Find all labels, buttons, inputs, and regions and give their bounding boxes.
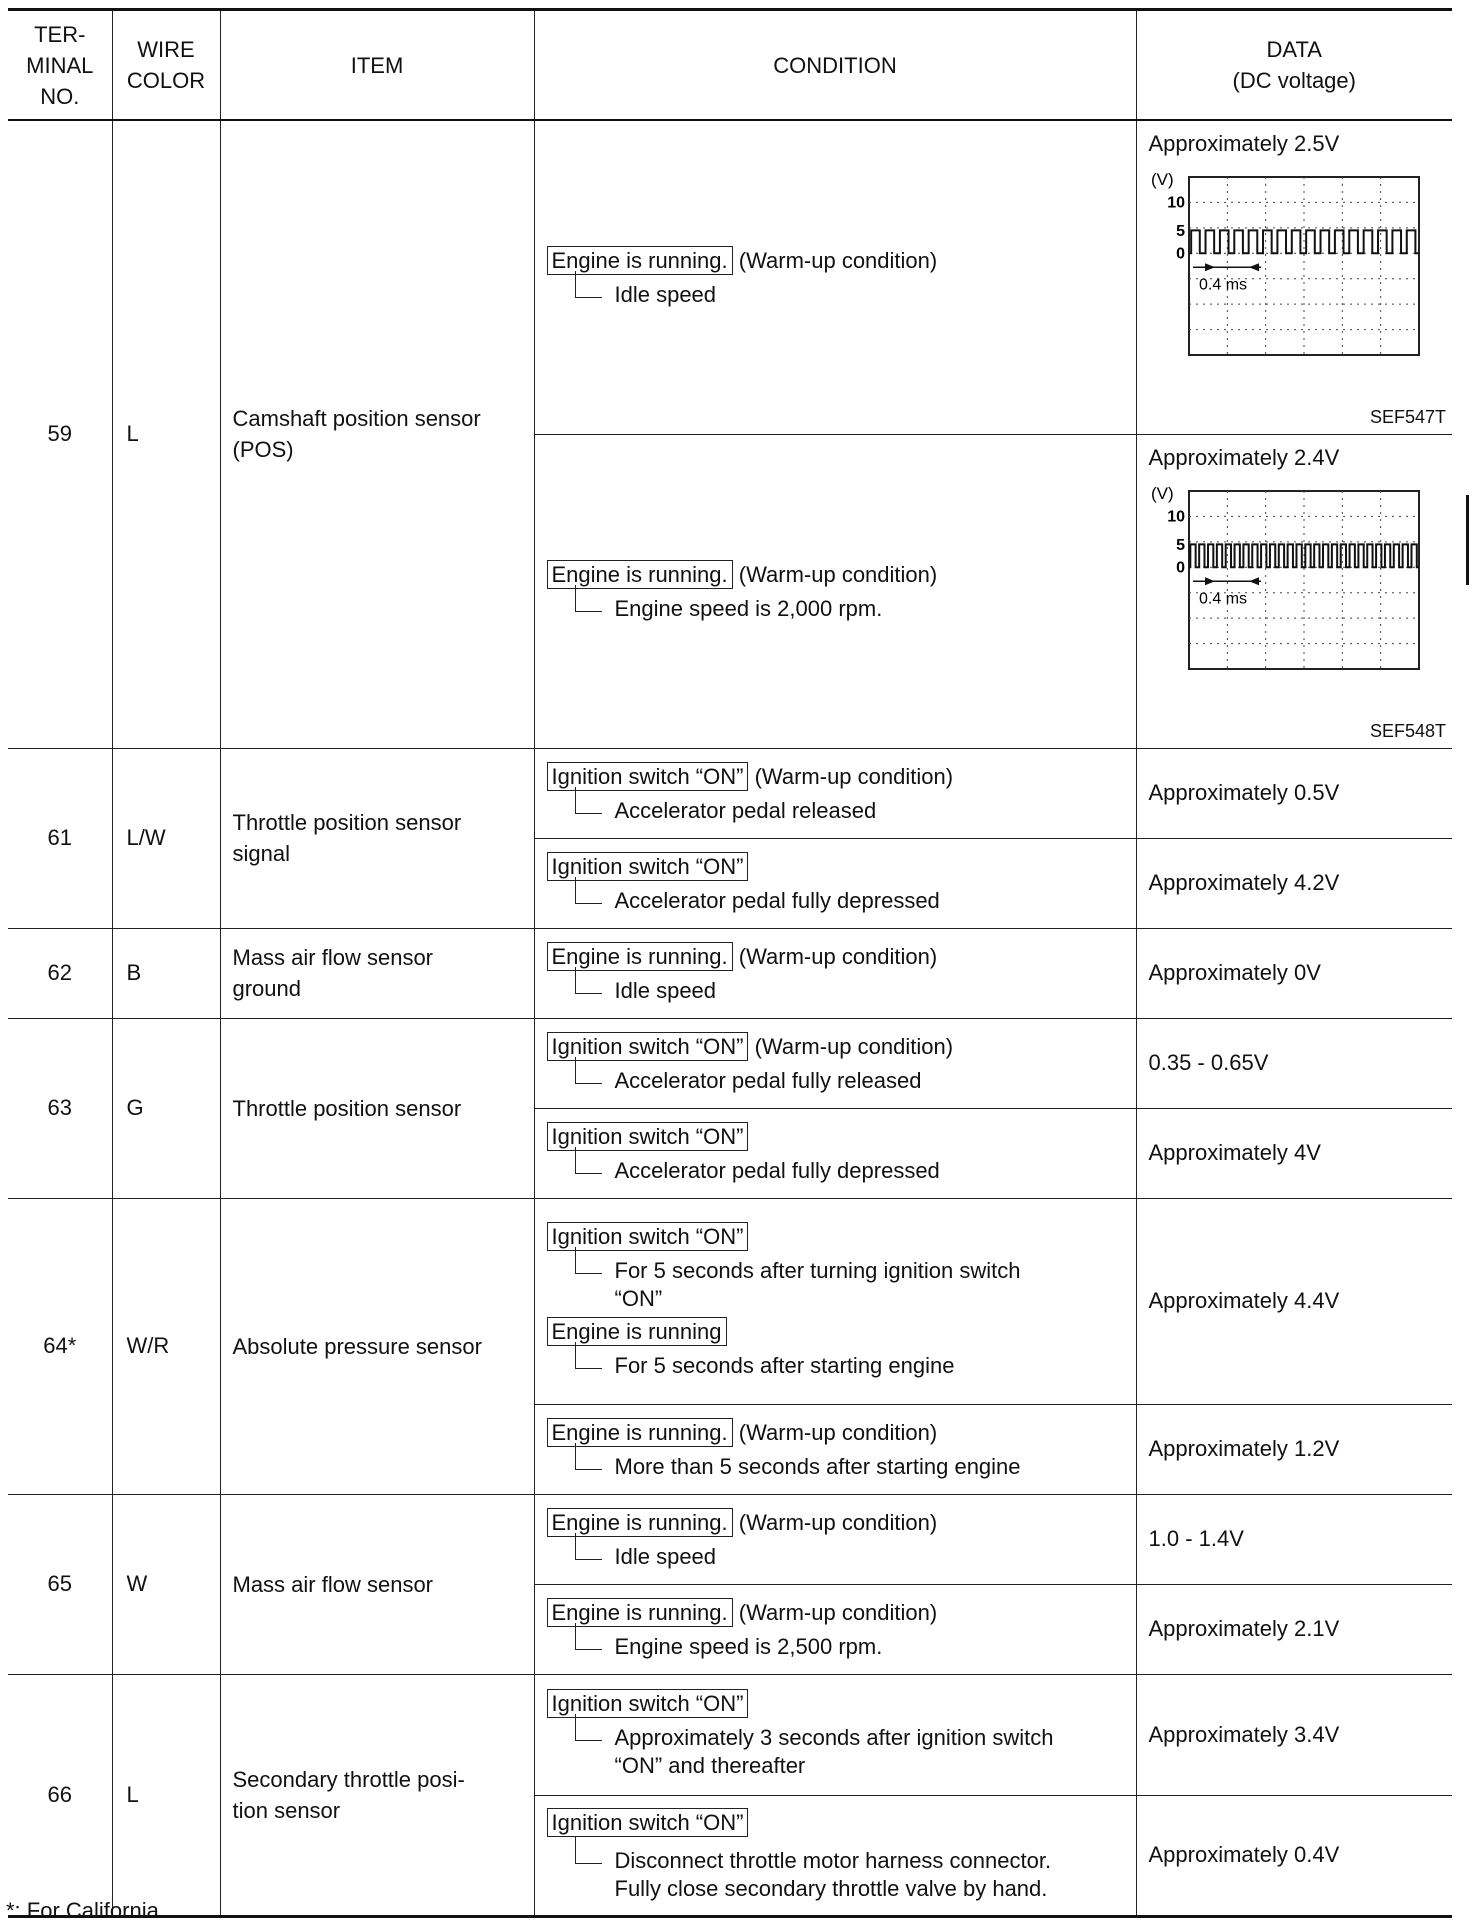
item-name: Absolute pressure sensor (220, 1198, 534, 1494)
switch-box: Ignition switch “ON” (547, 1032, 749, 1061)
sub-condition: Accelerator pedal released (547, 797, 1126, 825)
data-value: Approximately 3.4V (1136, 1674, 1452, 1795)
condition-cell: Engine is running. (Warm-up condition) Idle speed (534, 120, 1136, 434)
wire-color: L (112, 120, 220, 748)
data-value: Approximately 0.5V (1136, 748, 1452, 838)
arrow-head (1205, 577, 1215, 585)
sub-condition: Idle speed (547, 1543, 1126, 1571)
item-name: Mass air flow sensor ground (220, 928, 534, 1018)
switch-box: Ignition switch “ON” (547, 1122, 749, 1151)
time-scale-label: 0.4 ms (1198, 589, 1247, 607)
scope-frame (1189, 177, 1419, 355)
wire-color: G (112, 1018, 220, 1198)
terminal-no: 65 (8, 1494, 112, 1674)
sub-condition: For 5 seconds after turning ignition switch “ON” (547, 1257, 1126, 1313)
terminal-no: 63 (8, 1018, 112, 1198)
table-row (8, 1674, 1452, 1795)
switch-box: Engine is running (547, 1317, 727, 1346)
header-item: ITEM (220, 10, 534, 121)
table-row (8, 1018, 1452, 1108)
condition-cell: Ignition switch “ON” (Warm-up condition) Accelerator pedal released (534, 748, 1136, 838)
data-value: Approximately 4.4V (1136, 1198, 1452, 1404)
data-value: Approximately 4.2V (1136, 838, 1452, 928)
item-name: Camshaft position sensor (POS) (220, 120, 534, 748)
margin-mark (1466, 495, 1469, 585)
header-wire-color: WIRE COLOR (112, 10, 220, 121)
sub-condition: Accelerator pedal fully depressed (547, 887, 1126, 915)
table-row (8, 748, 1452, 838)
oscilloscope-waveform (1149, 479, 1439, 679)
figure-ref: SEF548T (1369, 720, 1446, 741)
sub-condition: Idle speed (547, 977, 1126, 1005)
condition-cell (534, 1795, 1136, 1916)
data-value: 0.35 - 0.65V (1136, 1018, 1452, 1108)
switch-box: Ignition switch “ON” (547, 1222, 749, 1251)
data-cell (1136, 434, 1452, 748)
terminal-no: 59 (8, 120, 112, 748)
wire-color: L/W (112, 748, 220, 928)
data-value: 1.0 - 1.4V (1136, 1494, 1452, 1584)
time-scale-label: 0.4 ms (1198, 276, 1247, 294)
sub-condition: Disconnect throttle motor harness connector. Fully close secondary throttle valve by hand. (547, 1847, 1126, 1903)
sub-condition: For 5 seconds after starting engine (547, 1352, 1126, 1380)
terminal-no: 62 (8, 928, 112, 1018)
switch-box: Ignition switch “ON” (547, 852, 749, 881)
arrow-head (1205, 263, 1215, 271)
sub-condition: Engine speed is 2,500 rpm. (547, 1633, 1126, 1661)
switch-box: Engine is running. (547, 1508, 733, 1537)
y-tick-label: 5 (1175, 222, 1185, 240)
table-row (8, 120, 1452, 434)
switch-box: Engine is running. (547, 1598, 733, 1627)
header-terminal: TER- MINAL NO. (8, 10, 112, 121)
table-row (8, 928, 1452, 1018)
wire-color: B (112, 928, 220, 1018)
condition-cell: Ignition switch “ON” (Warm-up condition) Accelerator pedal fully released (534, 1018, 1136, 1108)
wire-color: W/R (112, 1198, 220, 1494)
condition-cell (534, 1108, 1136, 1198)
y-tick-label: 5 (1175, 536, 1185, 554)
condition-cell (534, 838, 1136, 928)
switch-box: Engine is running. (547, 560, 733, 589)
switch-box: Ignition switch “ON” (547, 762, 749, 791)
switch-box: Engine is running. (547, 246, 733, 275)
switch-box: Engine is running. (547, 942, 733, 971)
condition-cell: Engine is running. (Warm-up condition) Engine speed is 2,000 rpm. (534, 434, 1136, 748)
data-value: Approximately 1.2V (1136, 1404, 1452, 1494)
item-name: Mass air flow sensor (220, 1494, 534, 1674)
data-value: Approximately 2.5V (1148, 131, 1340, 156)
data-value: Approximately 4V (1136, 1108, 1452, 1198)
scope-frame (1189, 491, 1419, 669)
data-cell (1136, 120, 1452, 434)
sub-condition: Engine speed is 2,000 rpm. (547, 595, 1126, 623)
sub-condition: More than 5 seconds after starting engine (547, 1453, 1126, 1481)
y-unit-label: (V) (1150, 170, 1174, 189)
table-row (8, 1494, 1452, 1584)
header-data: DATA (DC voltage) (1136, 10, 1452, 121)
terminal-no: 61 (8, 748, 112, 928)
oscilloscope-waveform (1149, 165, 1439, 365)
switch-box: Ignition switch “ON” (547, 1689, 749, 1718)
condition-cell (534, 1198, 1136, 1404)
data-value: Approximately 2.1V (1136, 1584, 1452, 1674)
y-tick-label: 10 (1166, 507, 1185, 525)
sub-condition: Accelerator pedal fully released (547, 1067, 1126, 1095)
data-value: Approximately 0V (1136, 928, 1452, 1018)
arrow-head (1249, 263, 1259, 271)
sub-condition: Approximately 3 seconds after ignition switch “ON” and thereafter (547, 1724, 1126, 1780)
table-row (8, 1198, 1452, 1404)
condition-cell: Engine is running. (Warm-up condition) More than 5 seconds after starting engine (534, 1404, 1136, 1494)
item-name: Secondary throttle posi- tion sensor (220, 1674, 534, 1916)
header-condition: CONDITION (534, 10, 1136, 121)
figure-ref: SEF547T (1369, 406, 1446, 427)
condition-cell: Engine is running. (Warm-up condition) Idle speed (534, 1494, 1136, 1584)
switch-box: Engine is running. (547, 1418, 733, 1447)
y-tick-label: 0 (1175, 558, 1185, 576)
sub-condition: Idle speed (547, 281, 1126, 309)
item-name: Throttle position sensor signal (220, 748, 534, 928)
data-value: Approximately 2.4V (1148, 444, 1340, 470)
condition-cell: Engine is running. (Warm-up condition) Idle speed (534, 928, 1136, 1018)
wire-color: L (112, 1674, 220, 1916)
ecm-terminal-table (8, 8, 1452, 1918)
condition-cell (534, 1674, 1136, 1795)
wire-color: W (112, 1494, 220, 1674)
item-name: Throttle position sensor (220, 1018, 534, 1198)
data-value: Approximately 0.4V (1136, 1795, 1452, 1916)
condition-cell: Engine is running. (Warm-up condition) Engine speed is 2,500 rpm. (534, 1584, 1136, 1674)
y-tick-label: 0 (1175, 245, 1185, 263)
sub-condition: Accelerator pedal fully depressed (547, 1157, 1126, 1185)
terminal-no: 66 (8, 1674, 112, 1916)
y-unit-label: (V) (1150, 483, 1174, 503)
switch-box: Ignition switch “ON” (547, 1808, 749, 1837)
arrow-head (1249, 577, 1259, 585)
footnote: *: For California (6, 1898, 159, 1923)
terminal-no: 64* (8, 1198, 112, 1494)
y-tick-label: 10 (1166, 194, 1185, 212)
header-row (8, 10, 1452, 121)
